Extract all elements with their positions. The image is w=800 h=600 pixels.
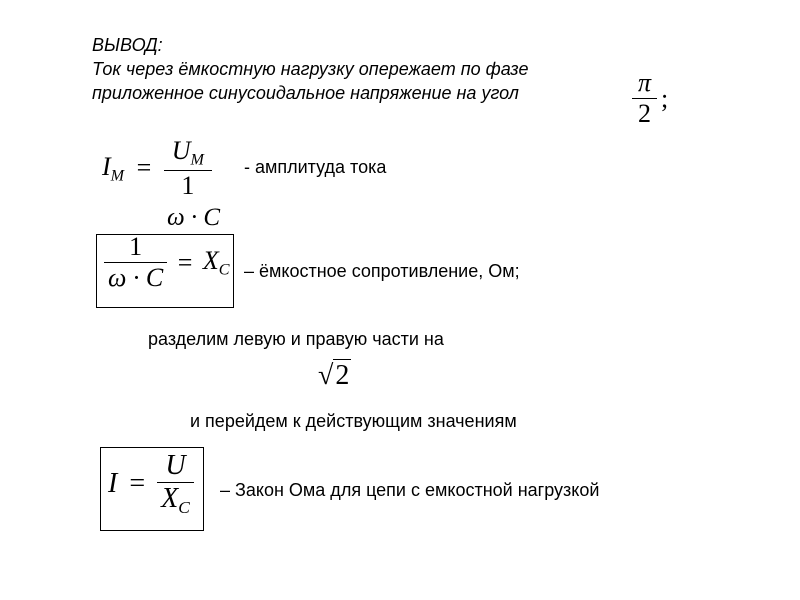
instruction-line-2: и перейдем к действующим значениям xyxy=(190,411,517,431)
amplitude-lhs: I xyxy=(102,151,111,181)
conclusion-line-1: Ток через ёмкостную нагрузку опережает по фазе xyxy=(92,59,529,79)
amplitude-equals: = xyxy=(136,153,152,183)
amplitude-caption: - амплитуда тока xyxy=(244,157,387,177)
phase-angle xyxy=(632,68,668,129)
ohm-lhs: I xyxy=(108,468,118,500)
ohm-denominator-subscript: C xyxy=(178,498,190,518)
amplitude-formula xyxy=(102,136,212,201)
reactance-rhs-subscript: C xyxy=(218,261,230,279)
amplitude-numerator: U xyxy=(171,136,191,165)
ohm-equals: = xyxy=(129,468,146,500)
reactance-equals: = xyxy=(177,247,193,277)
amplitude-numerator-subscript: M xyxy=(190,151,204,169)
ohm-caption: – Закон Ома для цепи с емкостной нагрузкой xyxy=(220,480,600,500)
phase-angle-denominator: 2 xyxy=(638,99,652,128)
amplitude-lhs-subscript: M xyxy=(110,167,125,185)
sqrt-argument: 2 xyxy=(335,360,350,391)
ohm-denominator: X xyxy=(161,483,179,514)
sqrt-two xyxy=(318,360,351,392)
phase-angle-numerator: π xyxy=(632,68,657,99)
orphan-denominator: ω · C xyxy=(167,204,221,231)
ohm-numerator: U xyxy=(157,450,194,483)
conclusion-title: ВЫВОД: xyxy=(92,35,163,55)
amplitude-denominator: 1 xyxy=(181,170,195,200)
reactance-formula xyxy=(104,232,230,293)
sqrt-sign: √ xyxy=(318,360,334,391)
reactance-denominator: ω · C xyxy=(108,263,164,292)
phase-angle-semicolon: ; xyxy=(661,83,669,113)
ohm-formula xyxy=(108,450,194,518)
reactance-caption: – ёмкостное сопротивление, Ом; xyxy=(244,261,520,281)
conclusion-line-2: приложенное синусоидальное напряжение на угол xyxy=(92,83,519,103)
reactance-rhs: X xyxy=(202,245,219,275)
reactance-numerator: 1 xyxy=(104,232,167,263)
instruction-line-1: разделим левую и правую части на xyxy=(148,329,444,349)
